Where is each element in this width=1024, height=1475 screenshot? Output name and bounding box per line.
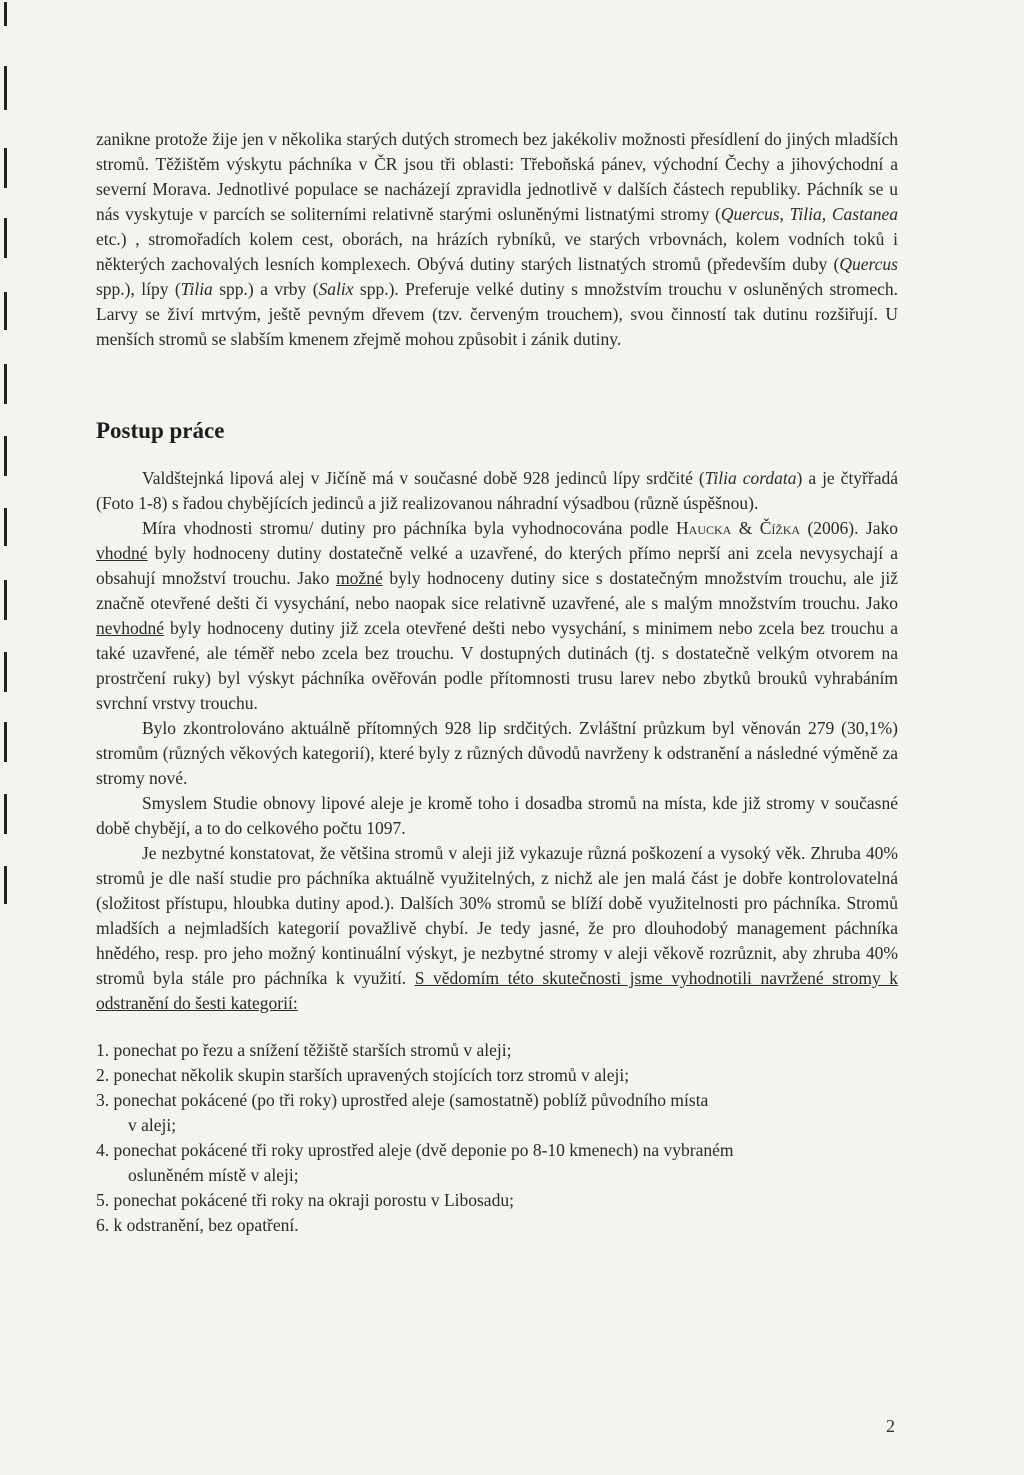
paragraph-alej: Valdštejnká lipová alej v Jičíně má v současné době 928 jedinců lípy srdčité (Tilia cordata) a je čtyřřadá (Foto 1-8) s řadou chybějících jedinců a již realizovanou náhradní výsadbou (různě úspěšnou). bbox=[96, 468, 898, 513]
page-number: 2 bbox=[886, 1416, 895, 1436]
paragraph-methodology: Míra vhodnosti stromu/ dutiny pro páchníka byla vyhodnocována podle Haucka & Čížka (2006). Jako vhodné byly hodnoceny dutiny dostatečně velké a uzavřené, do kterých přímo neprší ani zcela nevysychají a obsahují množství trouchu. Jako možné byly hodnoceny dutiny sice s dostatečným množstvím trouchu, ale již značně otevřené dešti či vysychání, nebo naopak sice relativně uzavřené, ale s malým množstvím trouchu. Jako nevhodné byly hodnoceny dutiny již zcela otevřené dešti nebo vysychání, s minimem nebo zcela bez trouchu a také uzavřené, ale téměř nebo zcela bez trouchu. V dostupných dutinách (tj. s dostatečně velkým otvorem na prostrčení ruky) byl výskyt páchníka ověřován podle přítomnosti trusu larev nebo zbytků brouků vyhrabáním svrchní vrstvy trouchu. bbox=[96, 518, 898, 713]
section-heading: Postup práce bbox=[96, 418, 225, 443]
binding-marks bbox=[0, 0, 14, 1475]
paragraph-survey: Bylo zkontrolováno aktuálně přítomných 928 lip srdčitých. Zvláštní průzkum byl věnován 279 (30,1%) stromům (různých věkových kategorií), které byly z různých důvodů navrženy k odstranění a následné výměně za stromy nové. bbox=[96, 718, 898, 788]
document-page bbox=[96, 127, 898, 1238]
list-item: 5. ponechat pokácené tři roky na okraji porostu v Libosadu; bbox=[96, 1190, 514, 1210]
paragraph-purpose: Smyslem Studie obnovy lipové aleje je kromě toho i dosadba stromů na místa, kde již stromy v současné době chybějí, a to do celkového počtu 1097. bbox=[96, 793, 898, 838]
category-list bbox=[96, 1038, 898, 1238]
list-item: 2. ponechat několik skupin starších upravených stojících torz stromů v aleji; bbox=[96, 1065, 630, 1085]
list-item: 3. ponechat pokácené (po tři roky) uprostřed aleje (samostatně) poblíž původního místa v aleji; bbox=[96, 1090, 709, 1135]
list-item: 6. k odstranění, bez opatření. bbox=[96, 1215, 299, 1235]
intro-paragraph: zanikne protože žije jen v několika starých dutých stromech bez jakékoliv možnosti přesídlení do jiných mladších stromů. Těžištěm výskytu páchníka v ČR jsou tři oblasti: Třeboňská pánev, východní Čechy a jihovýchodní a severní Morava. Jednotlivé populace se nacházejí zpravidla jednotlivě v dalších částech republiky. Páchník se u nás vyskytuje v parcích se soliterními relativně starými osluněnými listnatými stromy (Quercus, Tilia, Castanea etc.) , stromořadích kolem cest, oborách, na hrázích rybníků, ve starých vrbovnách, kolem vodních toků i některých zachovalých lesních komplexech. Obývá dutiny starých listnatých stromů (především duby (Quercus spp.), lípy (Tilia spp.) a vrby (Salix spp.). Preferuje velké dutiny s množstvím trouchu v osluněných stromech. Larvy se živí mrtvým, ještě pevným dřevem (tzv. červeným trouchem), svou činností tak dutinu rozšiřují. U menších stromů se slabším kmenem zřejmě mohou způsobit i zánik dutiny. bbox=[96, 129, 898, 349]
paragraph-conclusion: Je nezbytné konstatovat, že většina stromů v aleji již vykazuje různá poškození a vysoký věk. Zhruba 40% stromů je dle naší studie pro páchníka aktuálně využitelných, z nichž ale jen malá část je dobře kontrolovatelná (složitost přístupu, hloubka dutiny apod.). Dalších 30% stromů se blíží době využitelnosti pro páchníka. Stromů mladších a nejmladších kategorií považlivě chybí. Je tedy jasné, že pro dlouhodobý management páchníka hnědého, resp. pro jeho možný kontinuální výskyt, je nezbytné stromy v aleji věkově rozrůznit, aby zhruba 40% stromů byla stále pro páchníka k využití. S vědomím této skutečnosti jsme vyhodnotili navržené stromy k odstranění do šesti kategorií: bbox=[96, 843, 899, 1013]
list-item: 4. ponechat pokácené tři roky uprostřed aleje (dvě deponie po 8-10 kmenech) na vybraném osluněném místě v aleji; bbox=[96, 1140, 734, 1185]
list-item: 1. ponechat po řezu a snížení těžiště starších stromů v aleji; bbox=[96, 1040, 512, 1060]
